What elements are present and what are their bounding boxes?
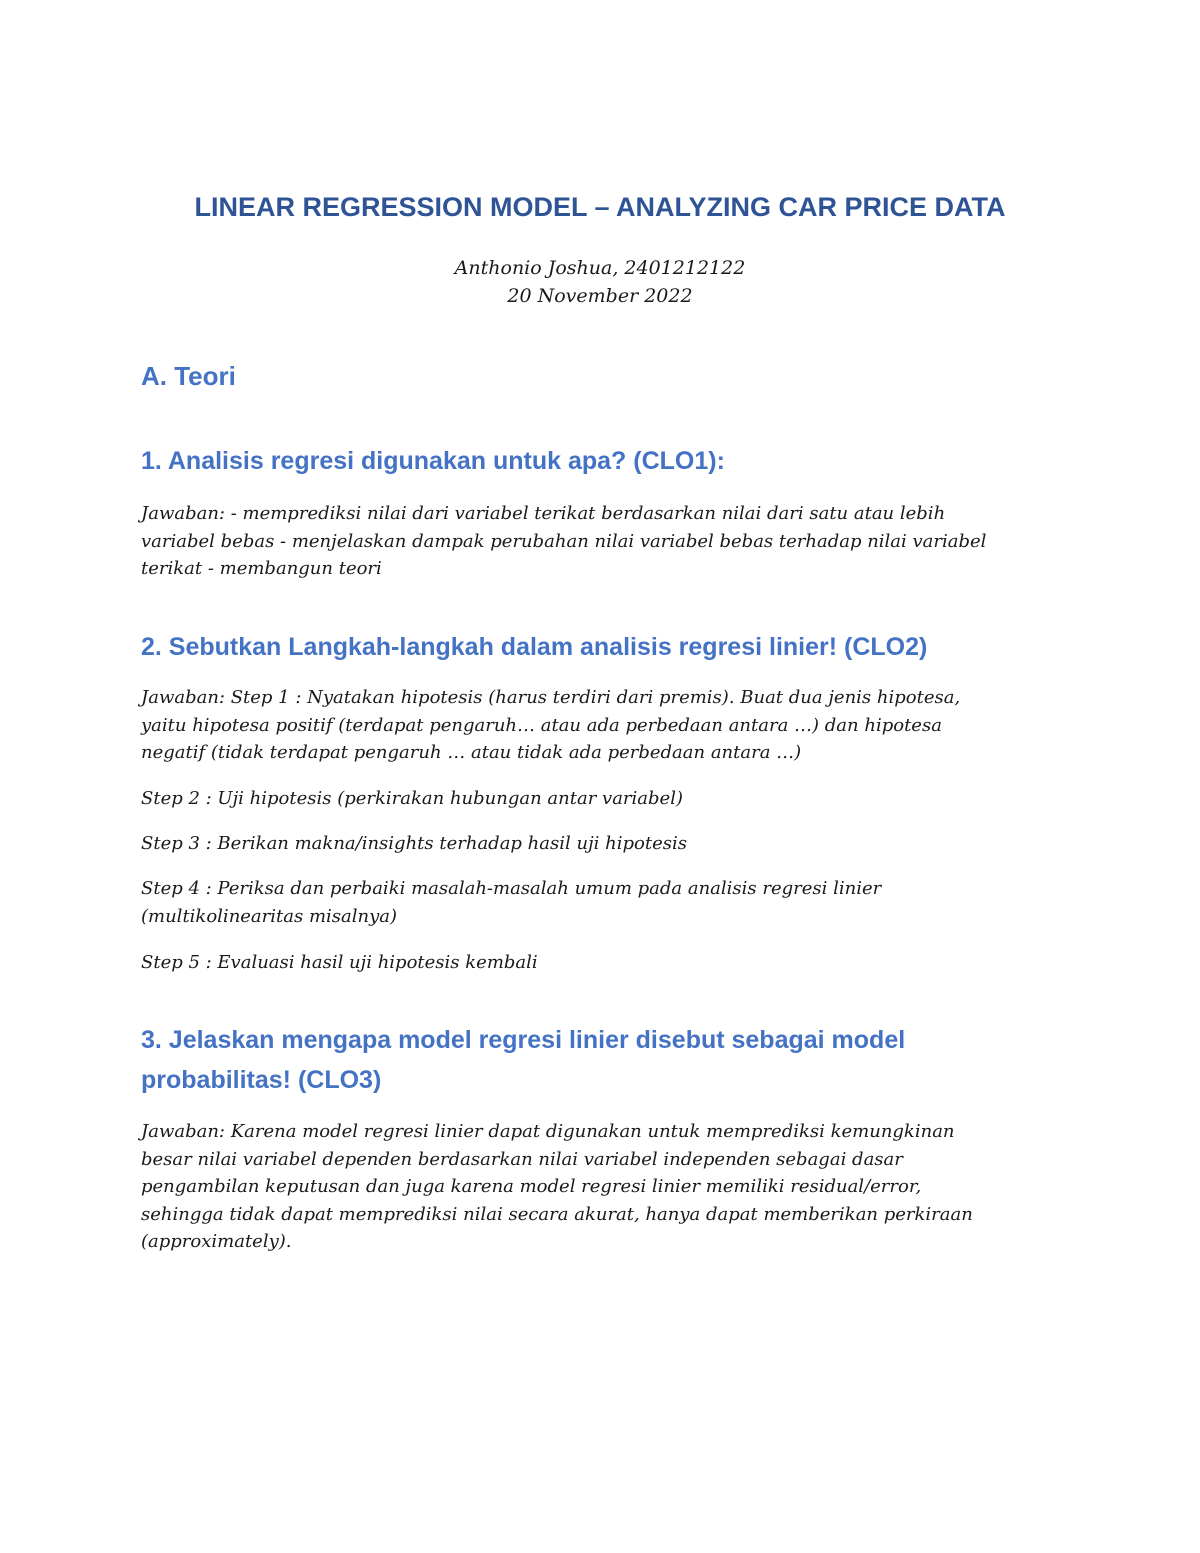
answer-line: Jawaban: Step 1 : Nyatakan hipotesis (harus terdiri dari premis). Buat dua jenis hipotesa, [141, 687, 961, 708]
author-line: Anthonio Joshua, 2401212122 [454, 257, 746, 279]
step-4 [141, 875, 1061, 930]
answer-line: Jawaban: Karena model regresi linier dapat digunakan untuk memprediksi kemungkinan [141, 1121, 955, 1142]
answer-line: sehingga tidak dapat memprediksi nilai secara akurat, hanya dapat memberikan perkiraan [141, 1203, 973, 1225]
question-2-answer [141, 684, 1061, 767]
step-2: Step 2 : Uji hipotesis (perkirakan hubungan antar variabel) [141, 788, 683, 809]
question-1-heading: 1. Analisis regresi digunakan untuk apa? (CLO1): [141, 447, 725, 475]
answer-line: (approximately). [141, 1231, 292, 1252]
question-3-answer [141, 1118, 1061, 1256]
answer-line: pengambilan keputusan dan juga karena model regresi linier memiliki residual/error, [141, 1176, 922, 1197]
question-1-answer [141, 500, 1061, 583]
step-line: (multikolinearitas misalnya) [141, 905, 398, 927]
question-2-heading: 2. Sebutkan Langkah-langkah dalam analisis regresi linier! (CLO2) [141, 633, 928, 661]
step-line: Step 4 : Periksa dan perbaiki masalah-masalah umum pada analisis regresi linier [141, 878, 882, 899]
question-3-heading: 3. Jelaskan mengapa model regresi linier disebut sebagai model [141, 1026, 906, 1054]
section-heading: A. Teori [141, 361, 236, 391]
answer-line: terikat - membangun teori [141, 558, 382, 579]
answer-line: variabel bebas - menjelaskan dampak perubahan nilai variabel bebas terhadap nilai variabel [141, 530, 987, 552]
date-line: 20 November 2022 [507, 285, 693, 307]
document-title: LINEAR REGRESSION MODEL – ANALYZING CAR PRICE DATA [194, 192, 1006, 222]
answer-line: yaitu hipotesa positif (terdapat pengaruh… atau ada perbedaan antara …) dan hipotesa [141, 714, 942, 736]
answer-line: besar nilai variabel dependen berdasarkan nilai variabel independen sebagai dasar [141, 1148, 903, 1170]
answer-line: negatif (tidak terdapat pengaruh … atau tidak ada perbedaan antara …) [141, 742, 802, 763]
question-3-heading-cont: probabilitas! (CLO3) [141, 1066, 382, 1094]
step-3: Step 3 : Berikan makna/insights terhadap hasil uji hipotesis [141, 833, 687, 854]
step-5: Step 5 : Evaluasi hasil uji hipotesis kembali [141, 952, 538, 973]
answer-line: Jawaban: - memprediksi nilai dari variabel terikat berdasarkan nilai dari satu atau lebih [141, 503, 946, 524]
